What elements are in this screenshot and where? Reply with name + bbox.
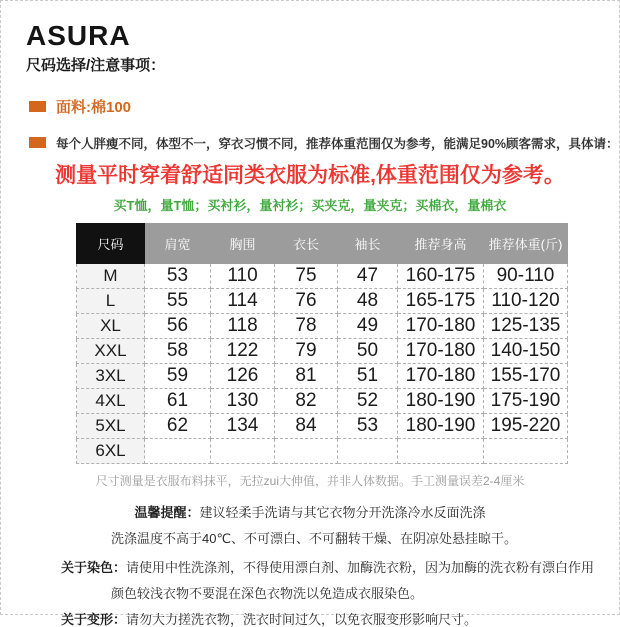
size-value-cell: 56: [145, 314, 211, 339]
size-table-body: [77, 264, 568, 464]
size-value-cell: 82: [275, 389, 338, 414]
size-table-row: [77, 289, 568, 314]
size-value-cell: [484, 439, 568, 464]
size-value-cell: [145, 439, 211, 464]
orange-square-bullet-icon: [29, 101, 46, 112]
size-value-cell: 81: [275, 364, 338, 389]
care-instructions: [1, 505, 619, 627]
size-table-row: [77, 389, 568, 414]
size-table-col-header: 衣长: [275, 224, 338, 264]
size-label-cell: 4XL: [77, 389, 145, 414]
size-value-cell: 84: [275, 414, 338, 439]
size-value-cell: 79: [275, 339, 338, 364]
fabric-note-row: [29, 96, 619, 117]
size-value-cell: [211, 439, 275, 464]
size-value-cell: 48: [338, 289, 398, 314]
size-table-row: [77, 339, 568, 364]
size-value-cell: 76: [275, 289, 338, 314]
size-table-col-header: 推荐体重(斤): [484, 224, 568, 264]
size-table-row: [77, 414, 568, 439]
size-value-cell: 160-175: [398, 264, 484, 289]
size-value-cell: 53: [338, 414, 398, 439]
size-table: [76, 223, 568, 464]
fabric-note: 面料:棉100: [56, 99, 132, 116]
measure-tip: 买T恤，量T恤；买衬衫，量衬衫；买夹克，量夹克；买棉衣，量棉衣: [113, 198, 507, 213]
size-table-row: [77, 264, 568, 289]
size-value-cell: 90-110: [484, 264, 568, 289]
fit-note: 每个人胖瘦不同，体型不一，穿衣习惯不同，推荐体重范围仅为参考，能满足90%顾客需求，具体请：: [56, 137, 619, 151]
size-table-col-header: 胸围: [211, 224, 275, 264]
size-value-cell: 110-120: [484, 289, 568, 314]
care-wash-temp-line: 洗涤温度不高于40℃、不可漂白、不可翻转干燥、在阴凉处悬挂晾干。: [111, 531, 518, 546]
size-table-col-header: 尺码: [77, 224, 145, 264]
fit-note-row: [29, 137, 619, 152]
size-value-cell: 140-150: [484, 339, 568, 364]
care-deform-line: [61, 612, 619, 627]
care-dye-text: 请使用中性洗涤剂，不得使用漂白剂、加酶洗衣粉，因为加酶的洗衣粉有漂白作用: [126, 560, 595, 575]
care-reminder-text: 建议轻柔手洗请与其它衣物分开洗涤冷水反面洗涤: [199, 505, 486, 520]
size-value-cell: 155-170: [484, 364, 568, 389]
size-value-cell: 134: [211, 414, 275, 439]
size-value-cell: 165-175: [398, 289, 484, 314]
size-label-cell: 5XL: [77, 414, 145, 439]
size-value-cell: [398, 439, 484, 464]
size-value-cell: 180-190: [398, 389, 484, 414]
size-value-cell: 47: [338, 264, 398, 289]
size-value-cell: 55: [145, 289, 211, 314]
care-dye-label: 关于染色：: [61, 560, 127, 575]
size-value-cell: 175-190: [484, 389, 568, 414]
measurement-headline: 测量平时穿着舒适同类衣服为标准,体重范围仅为参考。: [55, 164, 565, 187]
size-table-row: [77, 439, 568, 464]
size-value-cell: 125-135: [484, 314, 568, 339]
size-table-col-header: 肩宽: [145, 224, 211, 264]
measurement-footnote: 尺寸测量是衣服布料抹平，无拉zui大伸值，并非人体数据。手工测量误差2-4厘米: [95, 474, 525, 488]
size-label-cell: XL: [77, 314, 145, 339]
care-reminder-label: 温馨提醒：: [134, 505, 200, 520]
size-value-cell: 50: [338, 339, 398, 364]
size-value-cell: 52: [338, 389, 398, 414]
size-value-cell: 62: [145, 414, 211, 439]
size-value-cell: [338, 439, 398, 464]
size-value-cell: 110: [211, 264, 275, 289]
page-title: 尺码选择/注意事项：: [26, 57, 166, 74]
orange-square-bullet-icon: [29, 137, 46, 148]
size-value-cell: 195-220: [484, 414, 568, 439]
size-value-cell: 59: [145, 364, 211, 389]
size-value-cell: 130: [211, 389, 275, 414]
care-deform-label: 关于变形：: [61, 612, 127, 627]
size-table-row: [77, 364, 568, 389]
size-value-cell: [275, 439, 338, 464]
care-deform-text: 请勿大力搓洗衣物，洗衣时间过久，以免衣服变形影响尺寸。: [126, 612, 478, 627]
size-value-cell: 126: [211, 364, 275, 389]
size-value-cell: 78: [275, 314, 338, 339]
size-value-cell: 122: [211, 339, 275, 364]
size-value-cell: 51: [338, 364, 398, 389]
care-reminder-line: [1, 505, 619, 520]
size-table-head: [77, 224, 568, 264]
size-value-cell: 118: [211, 314, 275, 339]
size-table-row: [77, 314, 568, 339]
care-dye-line2: 颜色较浅衣物不要混在深色衣物洗以免造成衣服染色。: [111, 586, 424, 601]
size-value-cell: 180-190: [398, 414, 484, 439]
brand-logo: ASURA: [26, 20, 131, 51]
size-label-cell: 3XL: [77, 364, 145, 389]
size-value-cell: 170-180: [398, 364, 484, 389]
care-dye-line: [61, 560, 619, 575]
size-value-cell: 170-180: [398, 314, 484, 339]
size-value-cell: 170-180: [398, 339, 484, 364]
size-value-cell: 114: [211, 289, 275, 314]
size-label-cell: XXL: [77, 339, 145, 364]
size-label-cell: L: [77, 289, 145, 314]
size-value-cell: 75: [275, 264, 338, 289]
size-value-cell: 49: [338, 314, 398, 339]
size-label-cell: 6XL: [77, 439, 145, 464]
size-value-cell: 61: [145, 389, 211, 414]
size-label-cell: M: [77, 264, 145, 289]
size-table-col-header: 推荐身高: [398, 224, 484, 264]
size-table-col-header: 袖长: [338, 224, 398, 264]
size-value-cell: 58: [145, 339, 211, 364]
size-value-cell: 53: [145, 264, 211, 289]
